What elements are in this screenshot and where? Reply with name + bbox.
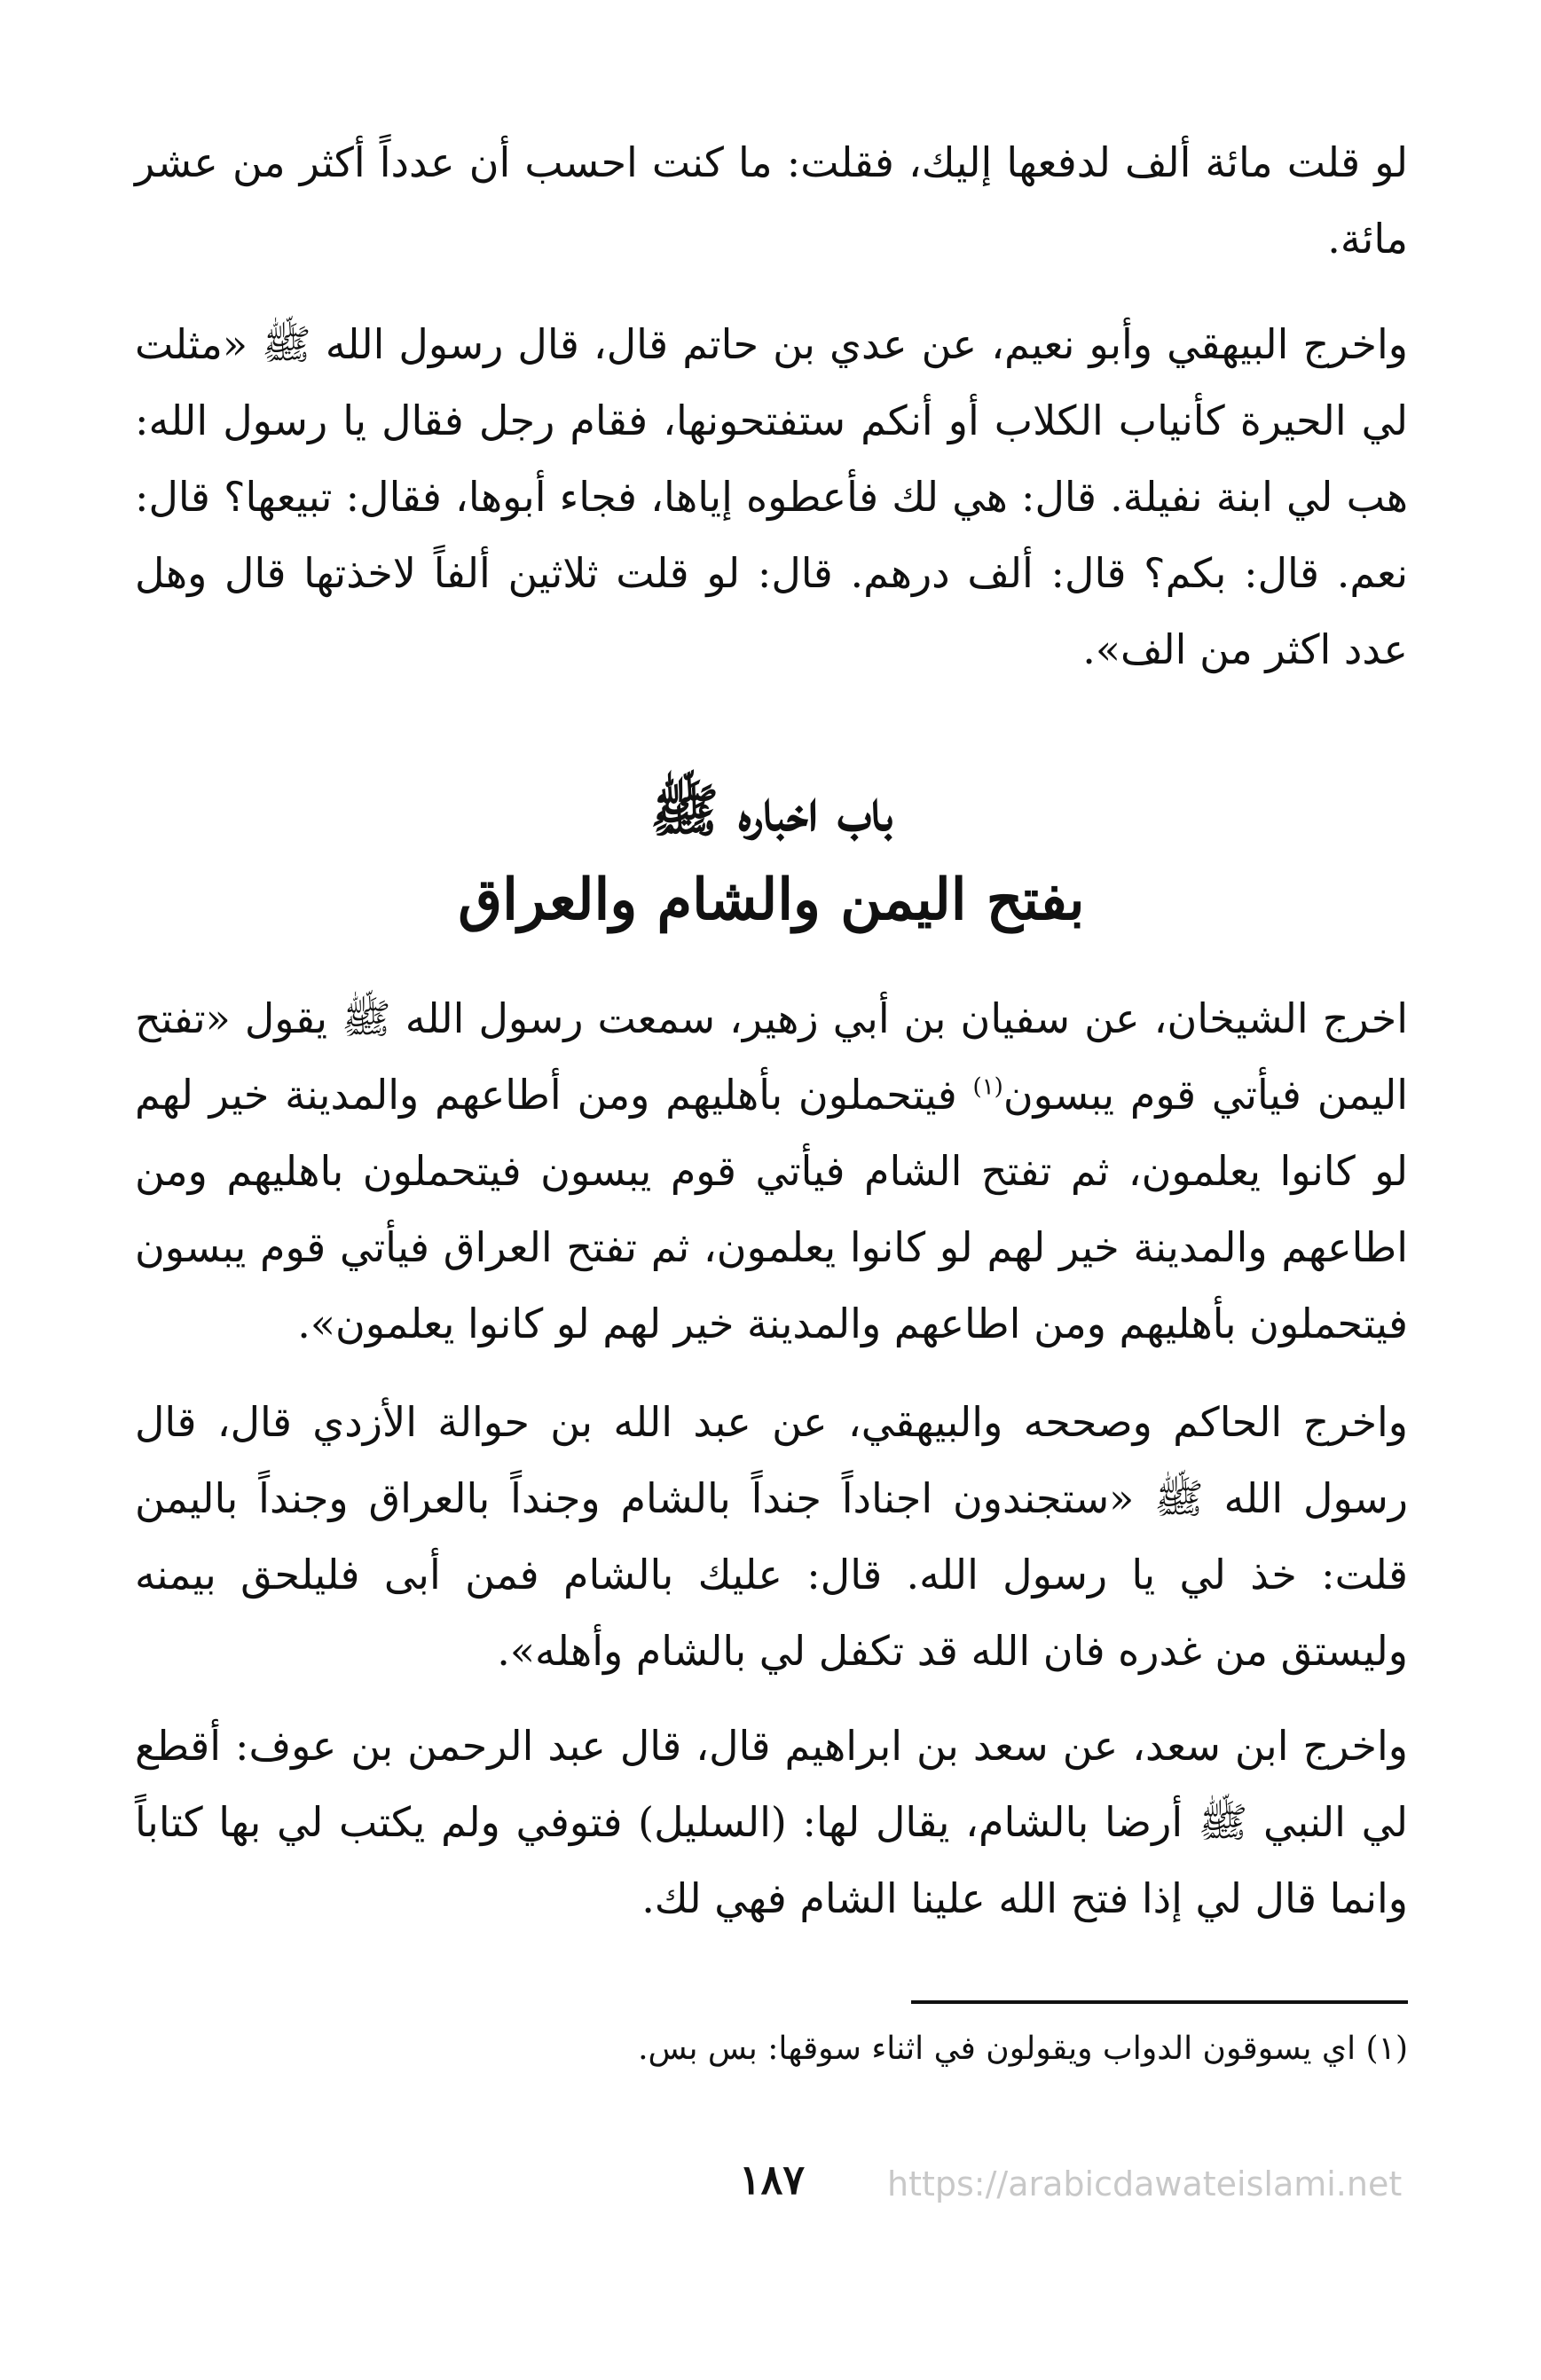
paragraph-2: واخرج البيهقي وأبو نعيم، عن عدي بن حاتم قال، قال رسول الله ﷺ «مثلت لي الحيرة كأنياب الكلاب أو أنكم ستفتحونها، فقام رجل فقال يا رسول الله: هب لي ابنة نفيلة. قال: هي لك فأعطوه إياها، فجاء أبوها، فقال: تبيعها؟ قال: نعم. قال: بكم؟ قال: ألف درهم. قال: لو قلت ثلاثين ألفاً لاخذتها قال وهل عدد اكثر من الف». xyxy=(135,320,1408,673)
footnote: (١) اي يسوقون الدواب ويقولون في اثناء سوقها: بس بس. xyxy=(638,2030,1408,2067)
paragraph-5: واخرج ابن سعد، عن سعد بن ابراهيم قال، قال عبد الرحمن بن عوف: أقطع لي النبي ﷺ أرضا بالشام، يقال لها: (السليل) فتوفي ولم يكتب لي بها كتاباً وانما قال لي إذا فتح الله علينا الشام فهي لك. xyxy=(135,1722,1408,1922)
section-heading-line-1: باب اخباره ﷺ xyxy=(649,778,893,844)
section-heading-line-2: بفتح اليمن والشام والعراق xyxy=(458,867,1085,933)
paragraph-4: واخرج الحاكم وصححه والبيهقي، عن عبد الله بن حوالة الأزدي قال، قال رسول الله ﷺ «ستجندون اجناداً جنداً بالشام وجنداً بالعراق وجنداً باليمن قلت: خذ لي يا رسول الله. قال: عليك بالشام فمن أبى فليلحق بيمنه وليستق من غدره فان الله قد تكفل لي بالشام وأهله». xyxy=(135,1398,1408,1675)
paragraph-3-start: اخرج الشيخان، عن سفيان بن أبي زهير، سمعت رسول الله ﷺ يقول «تفتح اليمن فيأتي قوم يبسون xyxy=(135,994,1408,1119)
paragraph-3-rest: فيتحملون بأهليهم ومن أطاعهم والمدينة خير لهم لو كانوا يعلمون، ثم تفتح الشام فيأتي قوم يبسون فيتحملون باهليهم ومن اطاعهم والمدينة خير لهم لو كانوا يعلمون، ثم تفتح العراق فيأتي قوم يبسون فيتحملون بأهليهم ومن اطاعهم والمدينة خير لهم لو كانوا يعلمون». xyxy=(135,1071,1408,1347)
footnote-divider xyxy=(911,2000,1408,2004)
paragraph-1: لو قلت مائة ألف لدفعها إليك، فقلت: ما كنت احسب أن عدداً أكثر من عشر مائة. xyxy=(135,138,1408,263)
paragraph-3 xyxy=(135,980,1408,1362)
page-number: ١٨٧ xyxy=(738,2156,806,2203)
watermark-url: https://arabicdawateislami.net xyxy=(887,2164,1403,2203)
footnote-reference: (١) xyxy=(972,1073,1003,1101)
